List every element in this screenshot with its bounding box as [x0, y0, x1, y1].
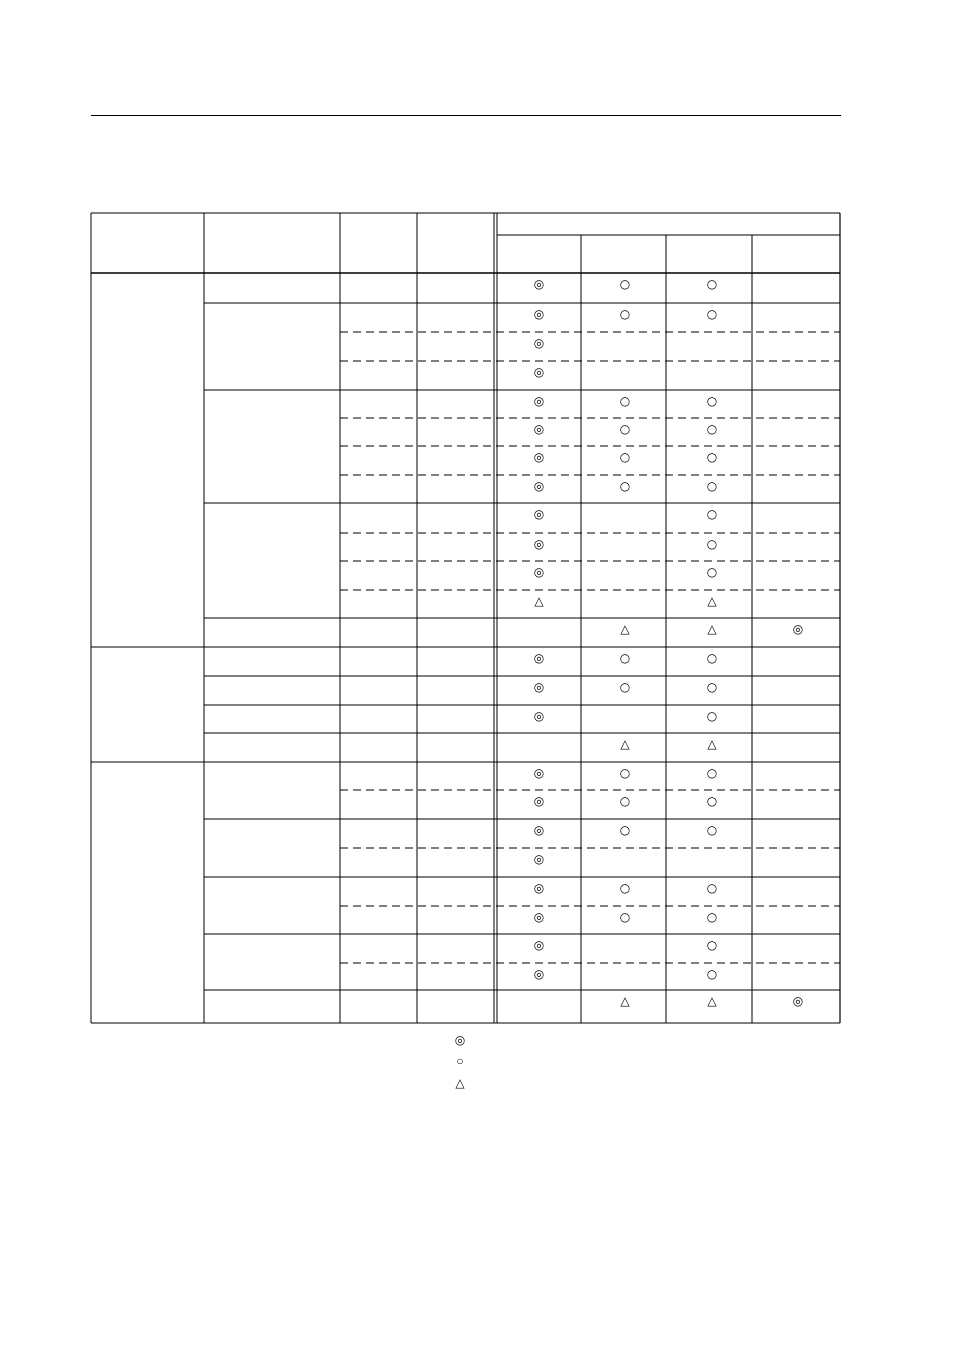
rating-symbol: ○: [706, 422, 718, 436]
rating-symbol: ○: [619, 277, 631, 291]
rating-symbol: ◎: [533, 479, 545, 493]
rating-symbol: ○: [706, 537, 718, 551]
rating-symbol: ○: [706, 766, 718, 780]
rating-symbol: ◎: [533, 422, 545, 436]
rating-symbol: △: [707, 994, 717, 1008]
rating-symbol: ○: [706, 709, 718, 723]
legend-triangle: △: [455, 1076, 465, 1090]
rating-symbol: △: [620, 737, 630, 751]
rating-symbol: △: [707, 594, 717, 608]
rating-symbol: ○: [706, 507, 718, 521]
rating-symbol: ○: [706, 823, 718, 837]
rating-symbol: ◎: [533, 881, 545, 895]
rating-symbol: ◎: [533, 651, 545, 665]
rating-symbol: ◎: [533, 823, 545, 837]
rating-symbol: △: [534, 594, 544, 608]
rating-symbol: ○: [706, 938, 718, 952]
rating-symbol: ◎: [792, 994, 804, 1008]
rating-symbol: ◎: [533, 336, 545, 350]
rating-symbol: ○: [706, 794, 718, 808]
rating-symbol: ◎: [533, 394, 545, 408]
rating-symbol: ◎: [533, 766, 545, 780]
rating-symbol: ◎: [533, 794, 545, 808]
rating-symbol: △: [707, 622, 717, 636]
rating-symbol: ◎: [533, 565, 545, 579]
rating-symbol: ○: [706, 651, 718, 665]
rating-symbol: ◎: [533, 709, 545, 723]
rating-symbol: ○: [619, 394, 631, 408]
rating-symbol: ◎: [533, 307, 545, 321]
rating-symbol: △: [620, 994, 630, 1008]
rating-symbol: ◎: [792, 622, 804, 636]
legend-double-circle: ◎: [454, 1033, 466, 1047]
rating-symbol: ○: [706, 910, 718, 924]
rating-symbol: ○: [619, 680, 631, 694]
rating-symbol: ○: [619, 450, 631, 464]
rating-symbol: ○: [706, 450, 718, 464]
rating-symbol: △: [620, 622, 630, 636]
rating-symbol: ○: [619, 307, 631, 321]
rating-symbol: ○: [706, 565, 718, 579]
rating-symbol: ○: [706, 967, 718, 981]
rating-symbol: ○: [706, 680, 718, 694]
legend-circle: ○: [456, 1054, 464, 1068]
rating-symbol: ○: [619, 881, 631, 895]
rating-symbol: ◎: [533, 365, 545, 379]
rating-symbol: ○: [619, 422, 631, 436]
rating-symbol: ◎: [533, 910, 545, 924]
rating-symbol: ○: [619, 651, 631, 665]
rating-symbol: ◎: [533, 852, 545, 866]
rating-symbol: ○: [619, 766, 631, 780]
rating-symbol: ◎: [533, 277, 545, 291]
rating-symbol: ◎: [533, 537, 545, 551]
rating-symbol: ○: [619, 910, 631, 924]
rating-symbol: ◎: [533, 680, 545, 694]
rating-symbol: △: [707, 737, 717, 751]
rating-symbol: ○: [706, 394, 718, 408]
rating-symbol: ◎: [533, 507, 545, 521]
rating-symbol: ○: [706, 479, 718, 493]
rating-symbol: ○: [619, 823, 631, 837]
rating-symbol: ○: [619, 794, 631, 808]
rating-symbol: ○: [706, 881, 718, 895]
rating-symbol: ◎: [533, 450, 545, 464]
rating-symbol: ○: [706, 307, 718, 321]
rating-symbol: ◎: [533, 967, 545, 981]
rating-symbol: ◎: [533, 938, 545, 952]
rating-symbol: ○: [619, 479, 631, 493]
rating-symbol: ○: [706, 277, 718, 291]
